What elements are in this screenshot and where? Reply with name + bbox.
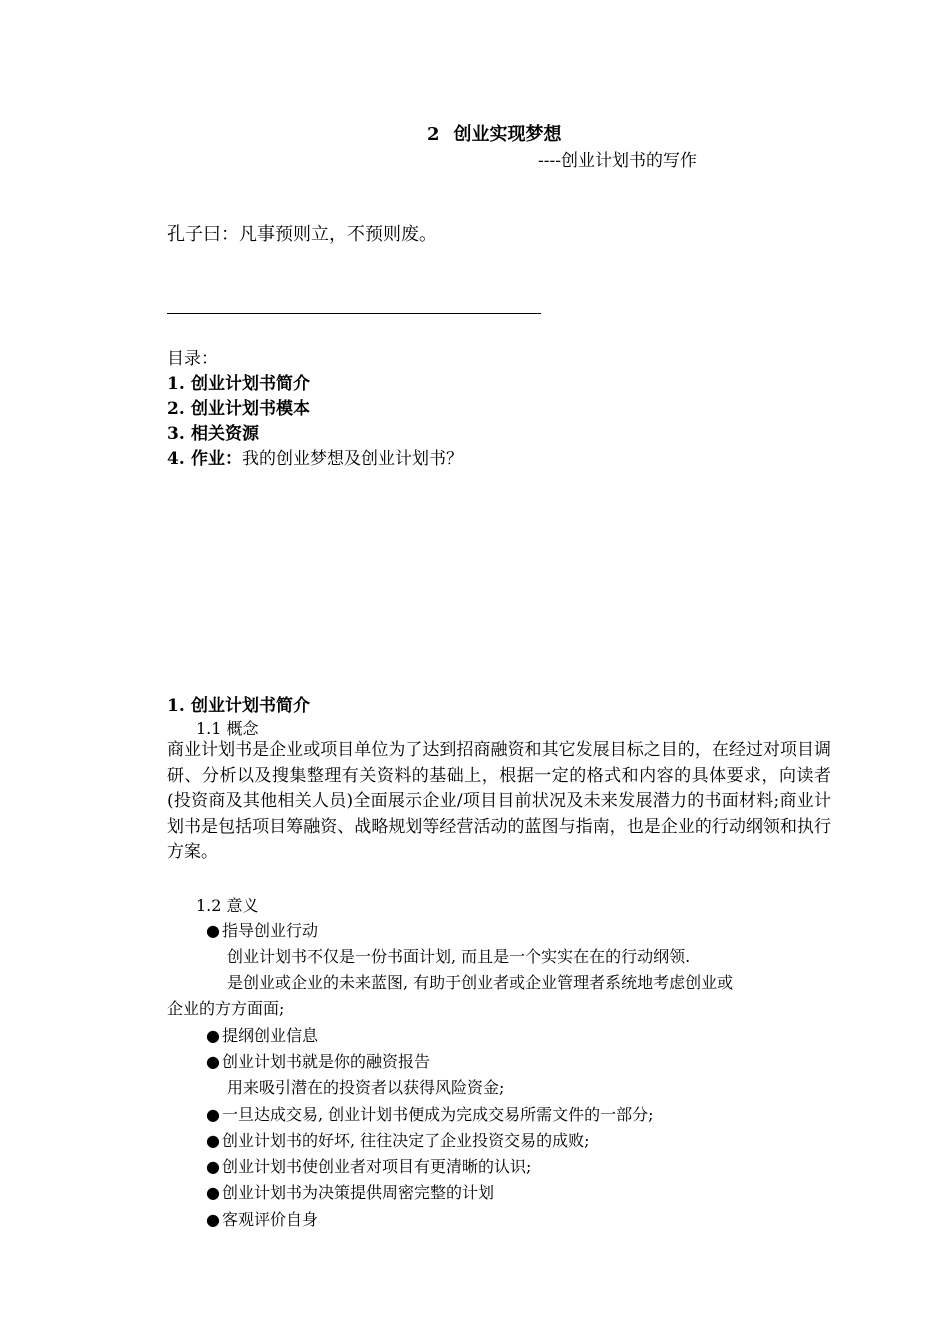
toc-heading: 目录： <box>167 349 218 369</box>
toc-item-label: 创业计划书简介 <box>191 374 310 394</box>
meaning-line: 创业计划书不仅是一份书面计划, 而且是一个实实在在的行动纲领. <box>227 947 691 966</box>
toc-item-label: 创业计划书模本 <box>191 399 310 419</box>
chapter-subtitle: ----创业计划书的写作 <box>538 151 697 171</box>
meaning-bullet: ● 创业计划书的好坏, 往往决定了企业投资交易的成败; <box>206 1128 590 1151</box>
toc-item-label: 相关资源 <box>191 424 259 444</box>
meaning-bullet: ● 创业计划书使创业者对项目有更清晰的认识; <box>206 1154 531 1177</box>
toc-item-4 <box>167 444 463 469</box>
toc-item-3 <box>167 419 259 444</box>
toc-item-2 <box>167 394 310 419</box>
chapter-title-text: 创业实现梦想 <box>453 124 562 145</box>
toc-item-number: 3. <box>167 424 185 444</box>
divider-line <box>167 313 541 314</box>
chapter-title <box>427 120 562 146</box>
meaning-bullet: ● 创业计划书就是你的融资报告 <box>206 1049 430 1072</box>
meaning-bullet: ● 客观评价自身 <box>206 1207 318 1230</box>
meaning-bullet: ● 指导创业行动 <box>206 918 318 941</box>
meaning-bullet: ● 创业计划书为决策提供周密完整的计划 <box>206 1180 494 1203</box>
meaning-line: 企业的方方面面; <box>167 999 285 1018</box>
meaning-bullet: ● 一旦达成交易, 创业计划书便成为完成交易所需文件的一部分; <box>206 1102 654 1125</box>
toc-item-1 <box>167 369 310 394</box>
toc-item-number: 4. <box>167 449 185 469</box>
toc-item-number: 1. <box>167 374 185 394</box>
chapter-number: 2 <box>427 124 440 145</box>
meaning-heading: 1.2 意义 <box>196 896 259 915</box>
concept-heading: 1.1 概念 <box>196 719 259 738</box>
concept-paragraph: 商业计划书是企业或项目单位为了达到招商融资和其它发展目标之目的，在经过对项目调研、分析以及搜集整理有关资料的基础上，根据一定的格式和内容的具体要求，向读者(投资商及其他相关人员)全面展示企业/项目目前状况及未来发展潜力的书面材料;商业计划书是包括项目筹融资、战略规划等经营活动的蓝图与指南，也是企业的行动纲领和执行方案。 <box>167 740 831 862</box>
section-number: 1. <box>167 696 185 716</box>
toc-item-label: 作业： <box>191 449 242 469</box>
toc-item-suffix: 我的创业梦想及创业计划书？ <box>242 449 463 469</box>
section-title-text: 创业计划书简介 <box>191 696 310 716</box>
section-title <box>167 691 310 716</box>
meaning-line: 用来吸引潜在的投资者以获得风险资金; <box>227 1078 505 1097</box>
confucius-quote: 孔子曰：凡事预则立，不预则废。 <box>167 224 437 245</box>
meaning-bullet: ● 提纲创业信息 <box>206 1023 318 1046</box>
meaning-line: 是创业或企业的未来蓝图, 有助于创业者或企业管理者系统地考虑创业或 <box>227 973 734 992</box>
toc-item-number: 2. <box>167 399 185 419</box>
